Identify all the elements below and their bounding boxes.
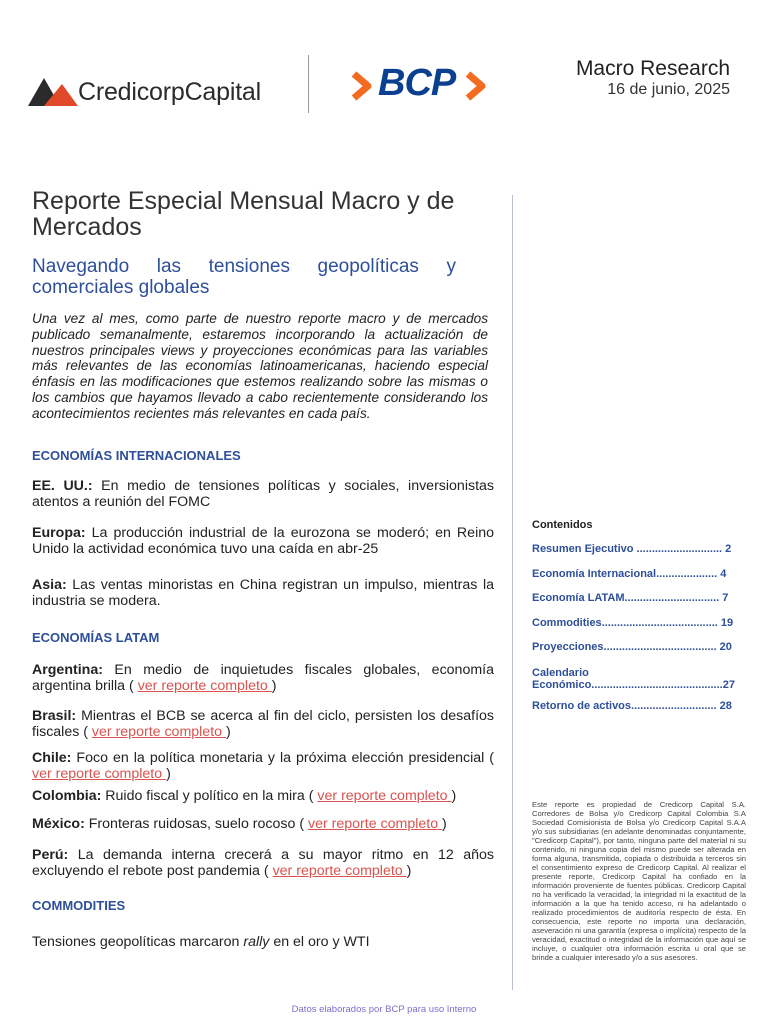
toc-page: 2 [722,543,732,555]
item-close: ) [451,788,457,804]
item-commodities [32,934,494,950]
item-label: México: [32,816,85,832]
toc-page: 27 [722,679,735,691]
toc-dots: ............................ [631,700,717,712]
section-heading-intl: ECONOMÍAS INTERNACIONALES [32,448,241,463]
section-heading-commodities: COMMODITIES [32,898,126,913]
ver-reporte-link-argentina[interactable]: ver reporte completo [137,678,272,694]
toc-dots: .................... [656,568,718,580]
item-close: ) [166,766,171,782]
toc-page: 4 [717,568,727,580]
item-asia [32,577,494,609]
item-chile [32,750,494,782]
item-label: Argentina: [32,662,103,678]
report-type: Macro Research [575,57,730,80]
toc-dots: ...................................... [601,617,718,629]
item-close: ) [406,863,412,879]
toc-page: 19 [717,617,734,629]
ver-reporte-link-chile[interactable]: ver reporte completo [32,766,167,782]
ver-reporte-link-brasil[interactable]: ver reporte completo [91,724,226,740]
toc-page: 28 [716,700,732,712]
item-close: ) [225,724,231,740]
item-label: Perú: [32,847,69,863]
item-label: Colombia: [32,788,102,804]
toc-item-proyecciones[interactable] [532,641,742,653]
page-subtitle [32,256,456,298]
item-europa [32,525,494,557]
item-label: Chile: [32,750,72,766]
toc-dots: ............................... [624,592,720,604]
toc-item-economia-internacional[interactable] [532,568,742,580]
item-label: Asia: [32,577,67,593]
ver-reporte-link-peru[interactable]: ver reporte completo [272,863,407,879]
toc-label: Economía Internacional [532,568,657,580]
title-line-2: Mercados [32,213,142,241]
page-title [32,188,502,240]
toc-label: Calendario Económico [532,667,592,691]
bcp-brand-name: BCP [378,62,456,104]
toc-item-commodities[interactable] [532,617,742,629]
item-text: La producción industrial de la eurozona se moderó; en Reino Unido la actividad económica tuvo una caída en abr-25 [32,525,494,557]
toc-item-calendario[interactable] [532,667,737,691]
report-date: 16 de junio, 2025 [607,81,730,98]
credicorp-brand-name: CredicorpCapital [78,78,261,106]
item-text-after: en el oro y WTI [269,934,370,950]
intro-paragraph: Una vez al mes, como parte de nuestro reporte macro y de mercados publicado semanalmente, estaremos incorporando la actualización de nuestros principales views y proyecciones económicas para las variables más relevantes de las economías latinoamericanas, haciendo especial énfasis en las modificaciones que estemos realizando sobre las mismas o los cambios que hayamos llevado a cabo recientemente considerando los acontecimientos recientes más relevantes en cada país. [32,311,488,421]
toc-page: 20 [716,641,732,653]
item-text: Mientras el BCB se acerca al fin del ciclo, persisten los desafíos fiscales ( [32,708,494,740]
toc-dots: ........................................... [591,679,723,691]
item-text: Fronteras ruidosas, suelo rocoso ( [84,816,308,832]
item-text-italic: rally [243,934,270,950]
credicorp-mountain-icon [28,74,78,106]
item-text: Foco en la política monetaria y la próxima elección presidencial ( [71,750,494,766]
toc-label: Economía LATAM [532,592,625,604]
credicorp-capital-logo [28,72,278,112]
item-label: Brasil: [32,708,77,724]
item-label: Europa: [32,525,86,541]
toc-label: Proyecciones [532,641,604,653]
header-divider [308,55,309,113]
ver-reporte-link-mexico[interactable]: ver reporte completo [307,816,443,832]
item-text: Las ventas minoristas en China registran un impulso, mientras la industria se modera. [32,577,494,609]
toc-item-resumen[interactable] [532,543,742,555]
subtitle-line-1: Navegando las tensiones geopolíticas y [32,256,456,277]
item-colombia [32,788,494,804]
toc-item-economia-latam[interactable] [532,592,742,604]
item-brasil [32,708,494,740]
item-argentina [32,662,494,694]
bcp-logo [350,64,490,108]
toc-label: Retorno de activos [532,700,632,712]
item-mexico [32,816,494,832]
item-label: EE. UU.: [32,478,93,494]
toc-heading: Contenidos [532,519,593,531]
toc-dots: ..................................... [603,641,717,653]
title-line-1: Reporte Especial Mensual Macro y de [32,187,455,215]
item-text: En medio de inquietudes fiscales globales, economía argentina brilla ( [32,662,494,694]
item-text: Ruido fiscal y político en la mira ( [101,788,318,804]
toc-label: Resumen Ejecutivo [532,543,634,555]
disclaimer-text: Este reporte es propiedad de Credicorp Capital S.A. Corredores de Bolsa y/o Credicorp Capital Colombia S.A Sociedad Comisionista de Bolsa y/o Credicorp Capital S.A.A y/o sus subsidiarias (en adelante denominadas conjuntamente, "Credicorp Capital"), por tanto, ninguna parte del material ni su contenido, ni ninguna copia del mismo puede ser alterada en forma alguna, transmitida, copiada o distribuida a terceros sin el consentimiento expreso de Credicorp Capital. Al realizar el presente reporte, Credicorp Capital ha confiado en la información proveniente de fuentes públicas. Credicorp Capital no ha verificado la veracidad, la integridad ni la exactitud de la información a la que ha tenido acceso, ni ha adelantado o realizado procedimientos de auditoría respecto de ésta. En consecuencia, este reporte no importa una declaración, aseveración ni una garantía (expresa o implícita) respecto de la veracidad, exactitud o integridad de la información que aquí se incluye, o cualquier otra información escrita u oral que se brinde a cualquier interesado y/o a sus asesores. [532,800,747,962]
toc-item-retorno[interactable] [532,700,742,712]
item-close: ) [442,816,447,832]
item-close: ) [271,678,277,694]
item-peru [32,847,494,879]
toc-page: 7 [719,592,729,604]
item-text: La demanda interna crecerá a su mayor ritmo en 12 años excluyendo el rebote post pandemia ( [32,847,494,879]
item-text: En medio de tensiones políticas y sociales, inversionistas atentos a reunión del FOMC [32,478,494,510]
subtitle-line-2: comerciales globales [32,277,210,298]
section-heading-latam: ECONOMÍAS LATAM [32,630,160,645]
item-text-before: Tensiones geopolíticas marcaron [32,934,244,950]
item-eeuu [32,478,494,510]
toc-label: Commodities [532,617,602,629]
toc-dots: ............................ [633,543,723,555]
footer-note: Datos elaborados por BCP para uso Interno [291,1004,477,1015]
column-divider [512,195,513,990]
ver-reporte-link-colombia[interactable]: ver reporte completo [317,788,452,804]
